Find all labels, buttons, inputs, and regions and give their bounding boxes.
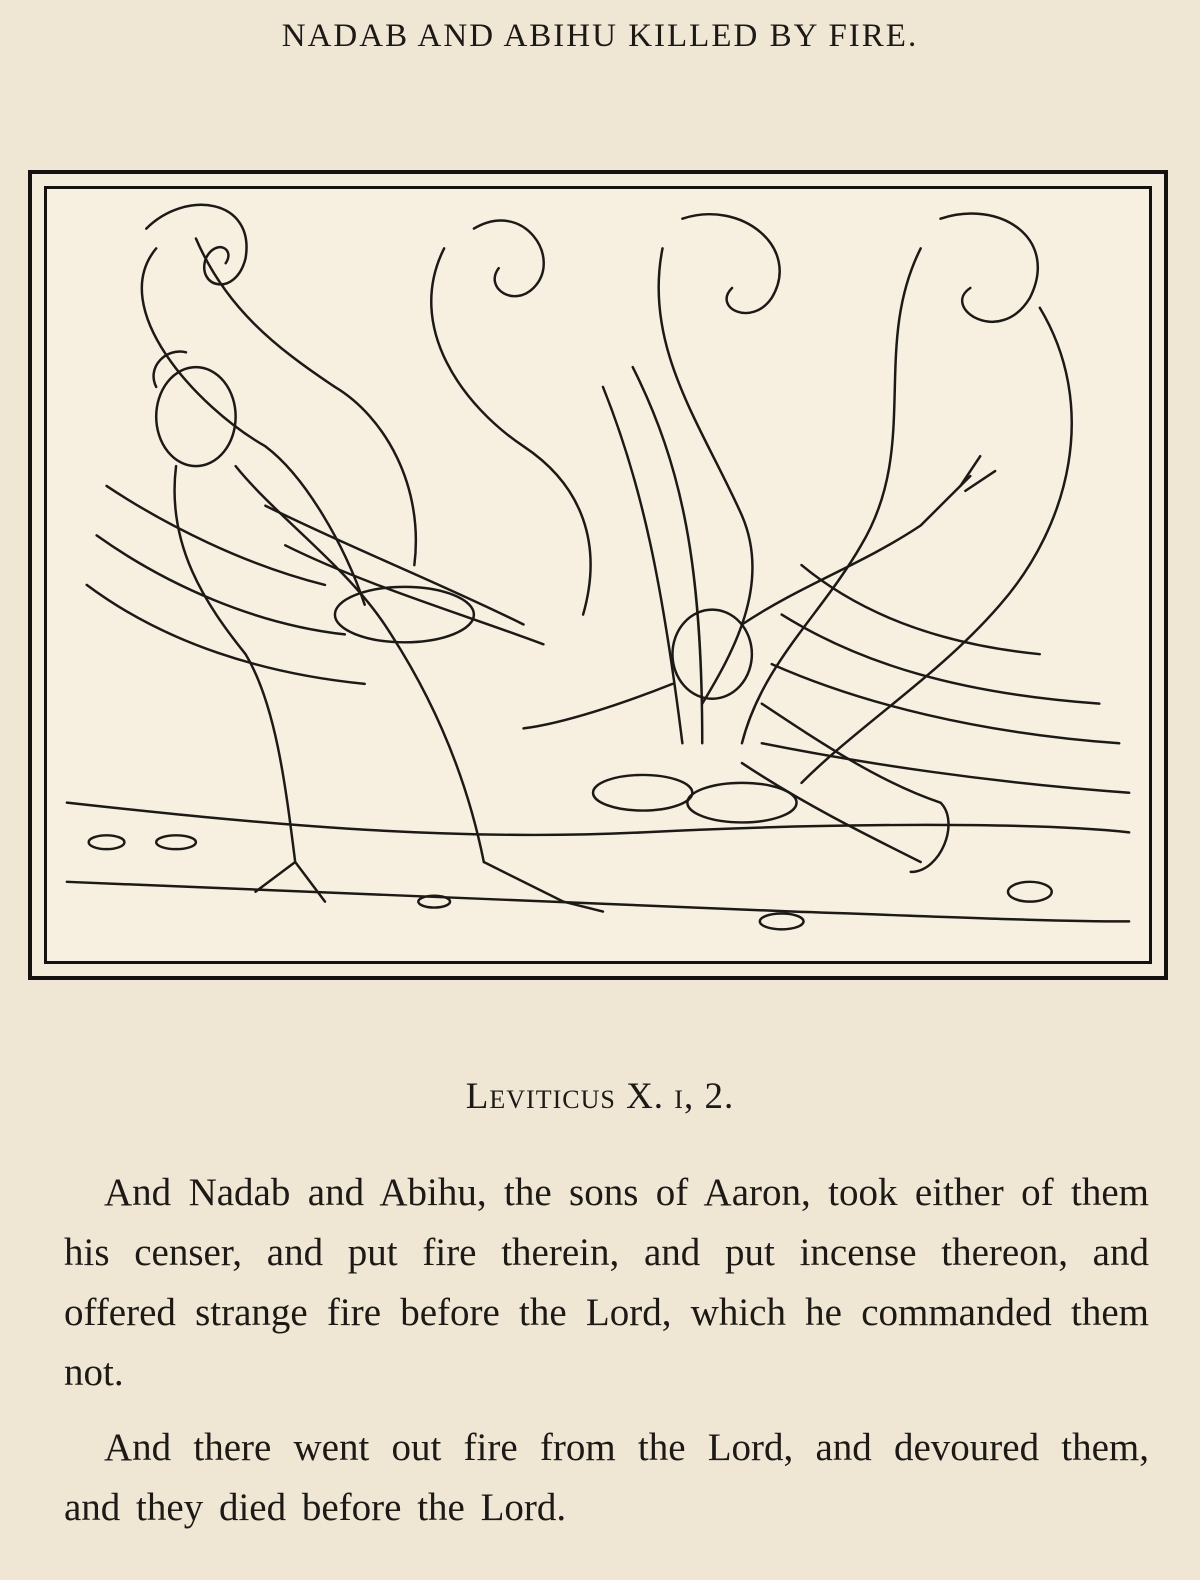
verse-paragraph: And there went out fire from the Lord, and devoured them, and they died before the Lord. — [64, 1426, 1149, 1529]
woodcut-drawing — [47, 189, 1149, 961]
fallen-figure-abihu — [524, 456, 996, 872]
verse-paragraph: And Nadab and Abihu, the sons of Aaron, took either of them his censer, and put fire therein, and put incense thereon, and offered strange fire before the Lord, which he commanded them not. — [64, 1171, 1149, 1394]
woodcut-illustration — [28, 170, 1168, 980]
censers — [335, 587, 797, 823]
page-title: NADAB AND ABIHU KILLED BY FIRE. — [281, 18, 919, 54]
scripture-reference: Leviticus X. i, 2. — [465, 1076, 735, 1117]
fire-flames — [87, 205, 1129, 793]
woodcut-inner-frame — [44, 186, 1152, 964]
standing-figure-nadab — [154, 352, 603, 912]
